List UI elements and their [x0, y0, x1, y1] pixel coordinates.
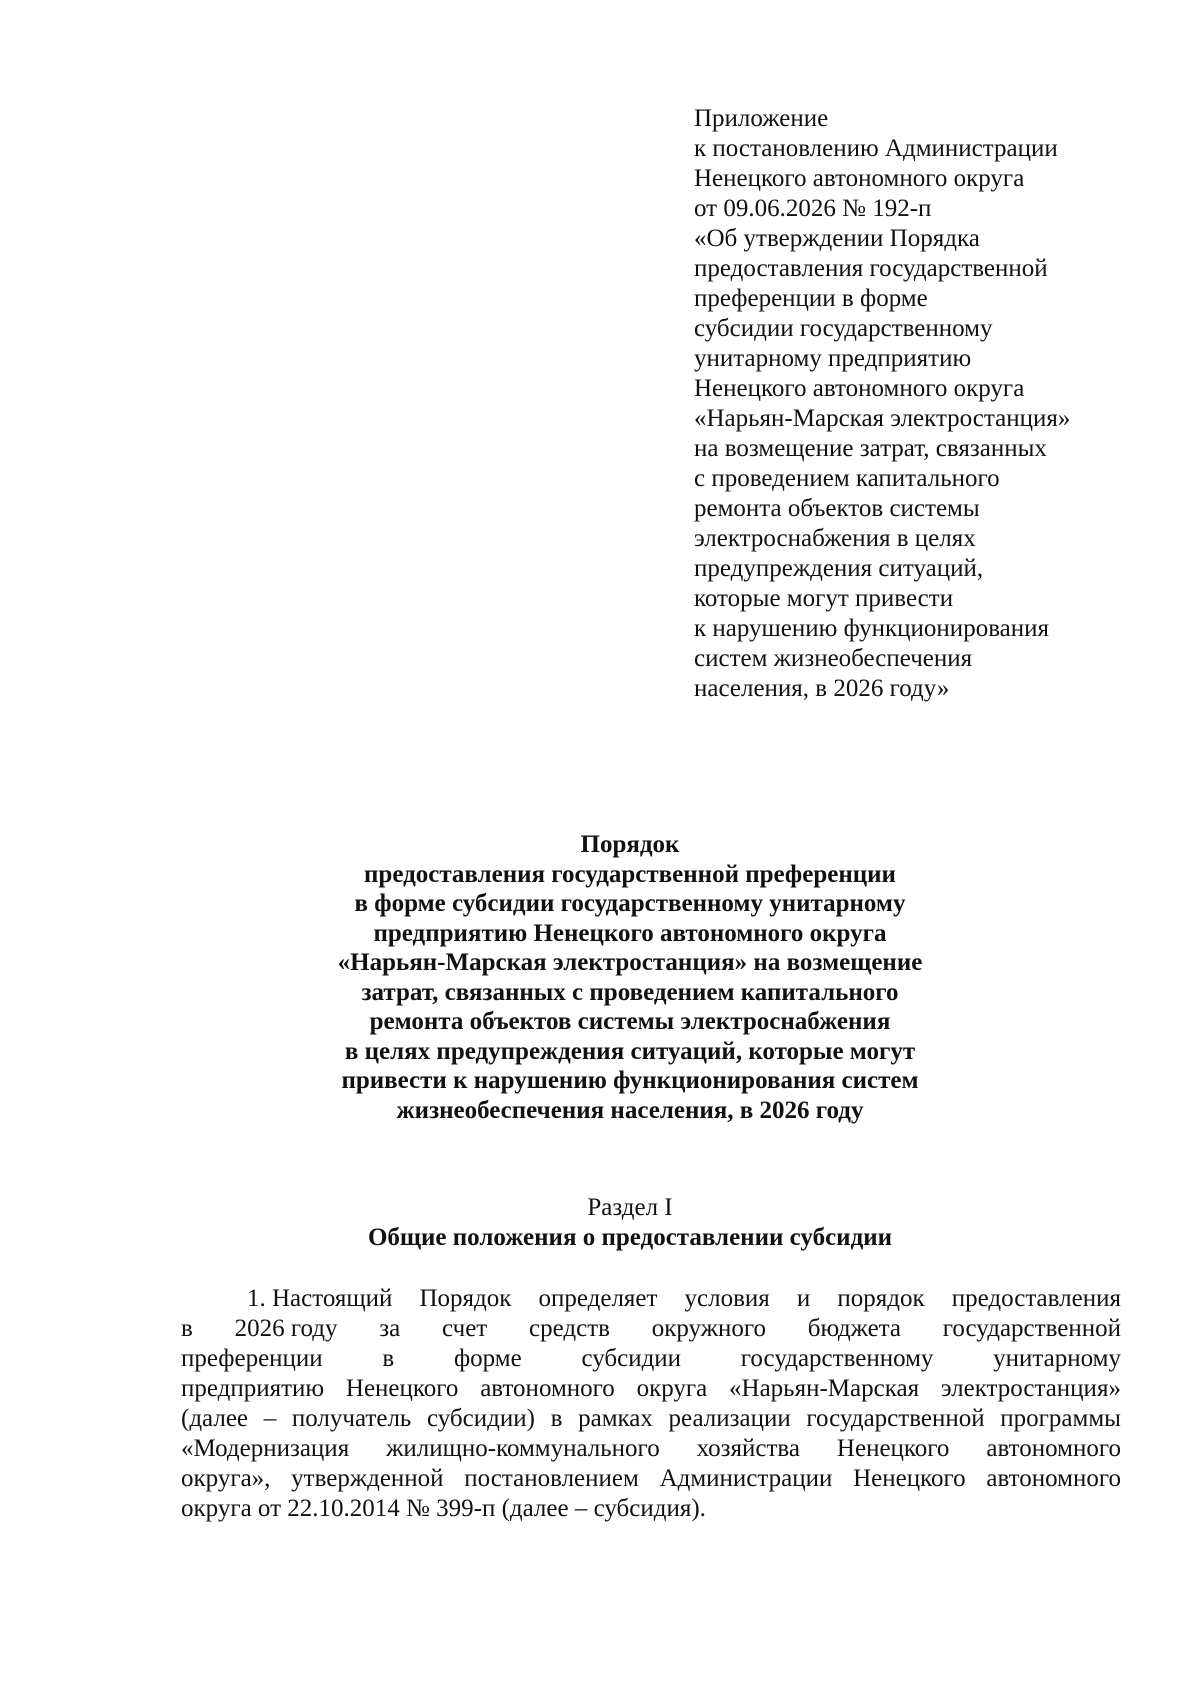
paragraph-word: утвержденной — [291, 1465, 444, 1492]
appendix-line: субсидии государственному — [694, 315, 993, 342]
paragraph-word: субсидии) — [427, 1405, 535, 1432]
paragraph-word: Ненецкого — [836, 1435, 950, 1462]
paragraph-word: округа», — [181, 1465, 271, 1492]
paragraph-word: (далее — [181, 1405, 249, 1432]
paragraph-line — [181, 1434, 1121, 1464]
paragraph-word: 1. Настоящий — [247, 1285, 393, 1312]
paragraph-line — [181, 1344, 1121, 1374]
appendix-line: ремонта объектов системы — [694, 495, 980, 522]
paragraph-word: Порядок — [419, 1285, 512, 1312]
appendix-line: «Нарьян-Марская электростанция» — [694, 405, 1071, 432]
paragraph-word: реализации — [668, 1405, 791, 1432]
appendix-line: к постановлению Администрации — [694, 135, 1058, 162]
paragraph-word: постановлением — [464, 1465, 639, 1492]
paragraph-1 — [181, 1284, 1121, 1524]
paragraph-word: за — [379, 1315, 401, 1342]
appendix-note — [694, 104, 1134, 704]
title-line: затрат, связанных с проведением капитального — [361, 978, 899, 1006]
title-line: предоставления государственной преференции — [364, 860, 896, 888]
paragraph-word: субсидии — [581, 1345, 682, 1372]
paragraph-word: «Модернизация — [181, 1435, 350, 1462]
document-title — [160, 830, 1100, 1125]
appendix-line: Приложение — [694, 105, 829, 132]
paragraph-word: получатель — [291, 1405, 412, 1432]
section-number: Раздел I — [587, 1194, 673, 1221]
paragraph-word: в — [181, 1315, 193, 1342]
appendix-line: населения, в 2026 году» — [694, 675, 950, 702]
paragraph-word: предприятию — [181, 1375, 325, 1402]
paragraph-word: – — [263, 1405, 277, 1432]
paragraph-word: округа от 22.10.2014 № 399-п (далее – субсидия). — [181, 1495, 706, 1522]
title-line: жизнеобеспечения населения, в 2026 году — [396, 1096, 864, 1124]
appendix-line: предоставления государственной — [694, 255, 1048, 282]
title-main: Порядок — [580, 831, 680, 858]
paragraph-word: и — [796, 1285, 811, 1312]
appendix-line: предупреждения ситуаций, — [694, 555, 984, 582]
paragraph-word: бюджета — [807, 1315, 901, 1342]
paragraph-word: государственной — [806, 1405, 985, 1432]
paragraph-word: программы — [1000, 1405, 1121, 1432]
paragraph-word: Администрации — [659, 1465, 833, 1492]
paragraph-word: счет — [442, 1315, 488, 1342]
appendix-line: Ненецкого автономного округа — [694, 165, 1025, 192]
paragraph-word: жилищно-коммунального — [386, 1435, 660, 1462]
paragraph-word: государственной — [942, 1315, 1121, 1342]
appendix-line: на возмещение затрат, связанных — [694, 435, 1047, 462]
paragraph-word: форме — [453, 1345, 522, 1372]
paragraph-word: определяет — [538, 1285, 658, 1312]
paragraph-word: средств — [529, 1315, 610, 1342]
appendix-line: электроснабжения в целях — [694, 525, 976, 552]
appendix-line: унитарному предприятию — [694, 345, 972, 372]
paragraph-word: электростанция» — [940, 1375, 1121, 1402]
appendix-line: к нарушению функционирования — [694, 615, 1050, 642]
paragraph-word: предоставления — [951, 1285, 1121, 1312]
paragraph-word: рамках — [578, 1405, 653, 1432]
appendix-line: от 09.06.2026 № 192-п — [694, 195, 932, 222]
paragraph-word: «Нарьян-Марская — [729, 1375, 920, 1402]
title-line: привести к нарушению функционирования систем — [341, 1067, 919, 1094]
title-line: ремонта объектов системы электроснабжения — [369, 1008, 891, 1035]
paragraph-line — [181, 1464, 1121, 1494]
appendix-line: систем жизнеобеспечения — [694, 645, 973, 672]
title-line: «Нарьян-Марская электростанция» на возмещение — [337, 949, 923, 976]
paragraph-word: автономного — [480, 1375, 615, 1402]
paragraph-word: в — [382, 1345, 395, 1372]
appendix-line: Ненецкого автономного округа — [694, 375, 1025, 402]
paragraph-word: унитарному — [993, 1345, 1121, 1372]
paragraph-word: в — [550, 1405, 563, 1432]
paragraph-word: условия — [684, 1285, 770, 1312]
paragraph-word: порядок — [837, 1285, 925, 1312]
paragraph-word: Ненецкого — [853, 1465, 966, 1492]
appendix-line: «Об утверждении Порядка — [694, 225, 980, 252]
paragraph-line — [181, 1494, 1121, 1524]
paragraph-word: автономного — [986, 1435, 1121, 1462]
paragraph-line — [181, 1374, 1121, 1404]
section-heading — [160, 1193, 1100, 1253]
title-line: предприятию Ненецкого автономного округа — [373, 919, 887, 947]
title-line: в форме субсидии государственному унитарному — [354, 890, 906, 917]
appendix-line: которые могут привести — [694, 585, 954, 612]
paragraph-word: хозяйства — [696, 1435, 801, 1462]
paragraph-word: 2026 году — [234, 1315, 338, 1342]
paragraph-word: окружного — [651, 1315, 766, 1342]
paragraph-word: округа — [636, 1375, 708, 1402]
paragraph-word: преференции — [181, 1345, 323, 1372]
appendix-line: с проведением капитального — [694, 465, 1000, 492]
paragraph-line — [181, 1284, 1121, 1314]
paragraph-line — [181, 1404, 1121, 1434]
paragraph-word: автономного — [986, 1465, 1121, 1492]
paragraph-word: Ненецкого — [345, 1375, 459, 1402]
section-name: Общие положения о предоставлении субсидии — [367, 1224, 893, 1251]
paragraph-line — [181, 1314, 1121, 1344]
title-line: в целях предупреждения ситуаций, которые могут — [344, 1037, 916, 1065]
paragraph-word: государственному — [740, 1345, 934, 1372]
appendix-line: преференции в форме — [694, 285, 928, 312]
